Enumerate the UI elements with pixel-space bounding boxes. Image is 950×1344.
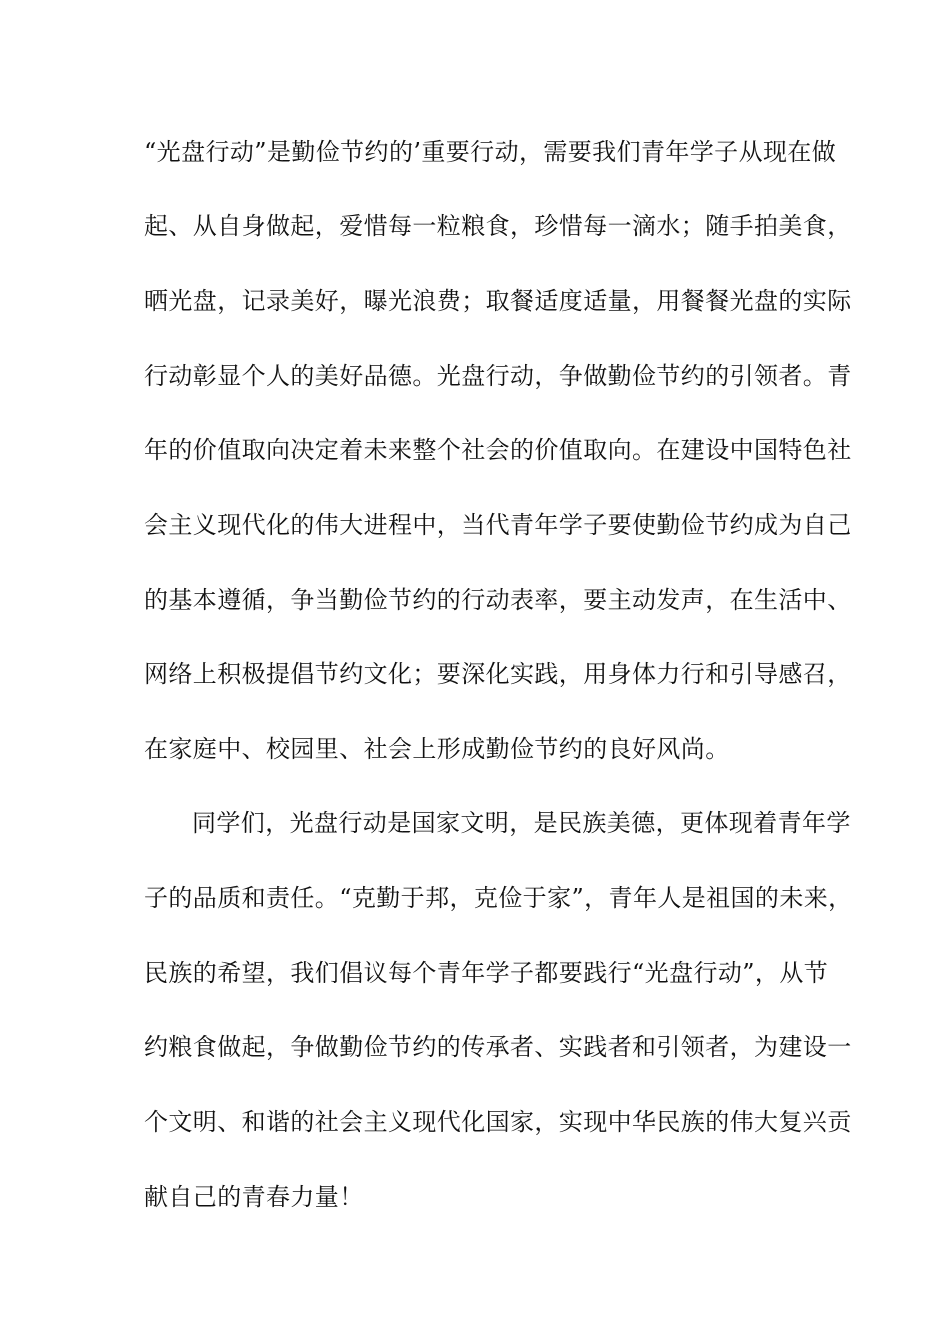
text-line-7: 的基本遵循，争当勤俭节约的行动表率，要主动发声，在生活中、 <box>144 586 852 614</box>
text-line-9: 在家庭中、校园里、社会上形成勤俭节约的良好风尚。 <box>144 735 730 763</box>
text-line-3: 晒光盘，记录美好，曝光浪费；取餐适度适量，用餐餐光盘的实际 <box>144 287 852 315</box>
text-line-8: 网络上积极提倡节约文化；要深化实践，用身体力行和引导感召， <box>144 660 852 688</box>
text-line-1: “光盘行动”是勤俭节约的’重要行动，需要我们青年学子从现在做 <box>144 138 837 166</box>
text-line-10: 同学们，光盘行动是国家文明，是民族美德，更体现着青年学 <box>192 809 851 837</box>
text-line-5: 年的价值取向决定着未来整个社会的价值取向。在建设中国特色社 <box>144 436 852 464</box>
text-line-13: 约粮食做起，争做勤俭节约的传承者、实践者和引领者，为建设一 <box>144 1033 852 1061</box>
text-line-12: 民族的希望，我们倡议每个青年学子都要践行“光盘行动”，从节 <box>144 959 829 987</box>
text-line-4: 行动彰显个人的美好品德。光盘行动，争做勤俭节约的引领者。青 <box>144 362 852 390</box>
text-line-11: 子的品质和责任。“克勤于邦，克俭于家”，青年人是祖国的未来， <box>144 884 853 912</box>
text-line-14: 个文明、和谐的社会主义现代化国家，实现中华民族的伟大复兴贡 <box>144 1108 852 1136</box>
text-line-6: 会主义现代化的伟大进程中，当代青年学子要使勤俭节约成为自己 <box>144 511 852 539</box>
text-line-15: 献自己的青春力量！ <box>144 1183 364 1211</box>
text-line-2: 起、从自身做起，爱惜每一粒粮食，珍惜每一滴水；随手拍美食， <box>144 212 852 240</box>
